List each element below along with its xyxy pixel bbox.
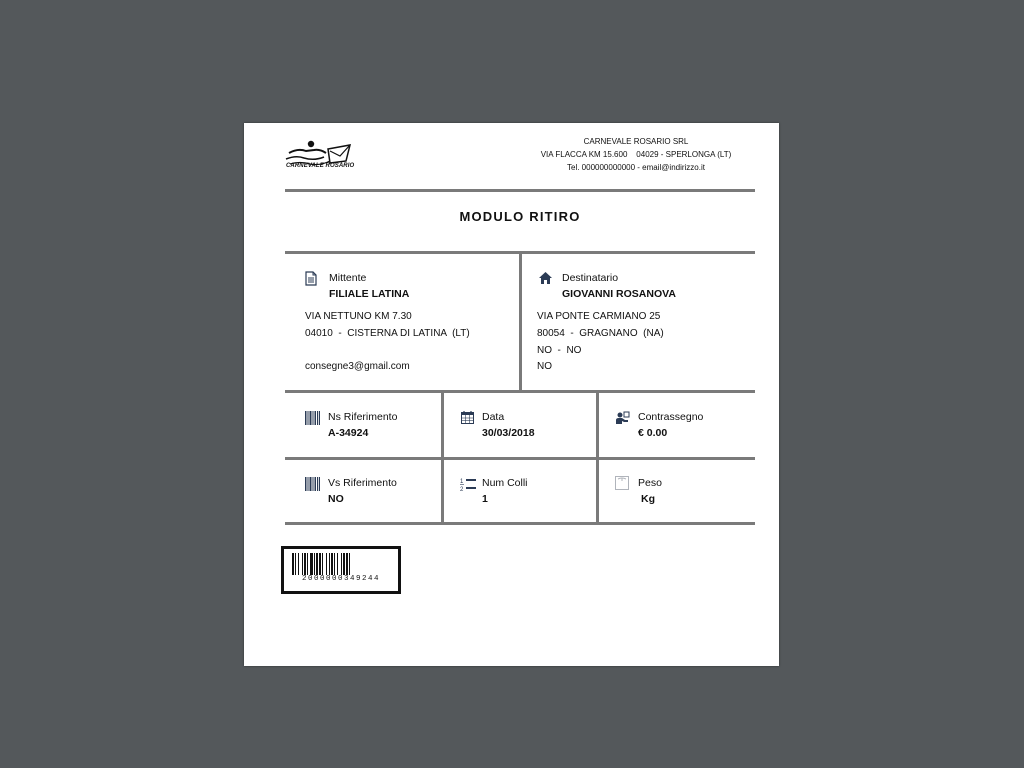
logo-text: CARNEVALE ROSARIO — [286, 163, 355, 169]
barcode-icon — [305, 477, 320, 491]
num-colli-value: 1 — [482, 493, 488, 505]
destinatario-city: 80054 - GRAGNANO (NA) — [537, 328, 664, 339]
destinatario-label: Destinatario — [562, 272, 619, 284]
mittente-name: FILIALE LATINA — [329, 288, 410, 300]
contrassegno-label: Contrassegno — [638, 411, 704, 423]
divider-vertical — [519, 254, 522, 391]
mittente-city: 04010 - CISTERNA DI LATINA (LT) — [305, 328, 470, 339]
company-address: VIA FLACCA KM 15.600 04029 - SPERLONGA (LT) — [540, 150, 732, 159]
divider — [285, 457, 755, 460]
barcode — [281, 546, 401, 594]
mittente-label: Mittente — [329, 272, 367, 284]
company-name: CARNEVALE ROSARIO SRL — [583, 137, 689, 146]
peso-label: Peso — [638, 477, 662, 489]
vs-riferimento-label: Vs Riferimento — [328, 477, 397, 489]
destinatario-street: VIA PONTE CARMIANO 25 — [537, 311, 661, 322]
barcode-bars — [292, 553, 390, 575]
divider — [285, 390, 755, 393]
document-page — [244, 123, 779, 666]
peso-value: Kg — [641, 493, 655, 505]
barcode-icon — [305, 411, 320, 425]
divider — [285, 189, 755, 192]
cash-hand-icon — [616, 411, 630, 424]
scale-icon — [615, 476, 629, 490]
ns-riferimento-value: A-34924 — [328, 427, 369, 439]
divider — [285, 522, 755, 525]
destinatario-name: GIOVANNI ROSANOVA — [562, 288, 676, 300]
data-label: Data — [482, 411, 505, 423]
destinatario-line3: NO - NO — [537, 345, 582, 356]
calendar-icon — [461, 411, 474, 424]
svg-text:2: 2 — [460, 487, 464, 492]
vs-riferimento-value: NO — [328, 493, 344, 505]
home-icon — [538, 271, 553, 285]
ns-riferimento-label: Ns Riferimento — [328, 411, 398, 423]
company-contact: Tel. 000000000000 - email@indirizzo.it — [567, 163, 705, 172]
numbered-list-icon — [460, 477, 476, 492]
data-value: 30/03/2018 — [482, 427, 535, 439]
svg-text:1: 1 — [460, 479, 464, 485]
mittente-email: consegne3@gmail.com — [305, 361, 410, 372]
barcode-number: 2000000349244 — [301, 575, 380, 583]
num-colli-label: Num Colli — [482, 477, 528, 489]
destinatario-line4: NO — [537, 361, 552, 372]
document-title: MODULO RITIRO — [459, 209, 581, 224]
contrassegno-value: € 0.00 — [638, 427, 668, 439]
company-header — [521, 135, 751, 174]
mittente-street: VIA NETTUNO KM 7.30 — [305, 311, 412, 322]
document-icon — [305, 271, 317, 286]
